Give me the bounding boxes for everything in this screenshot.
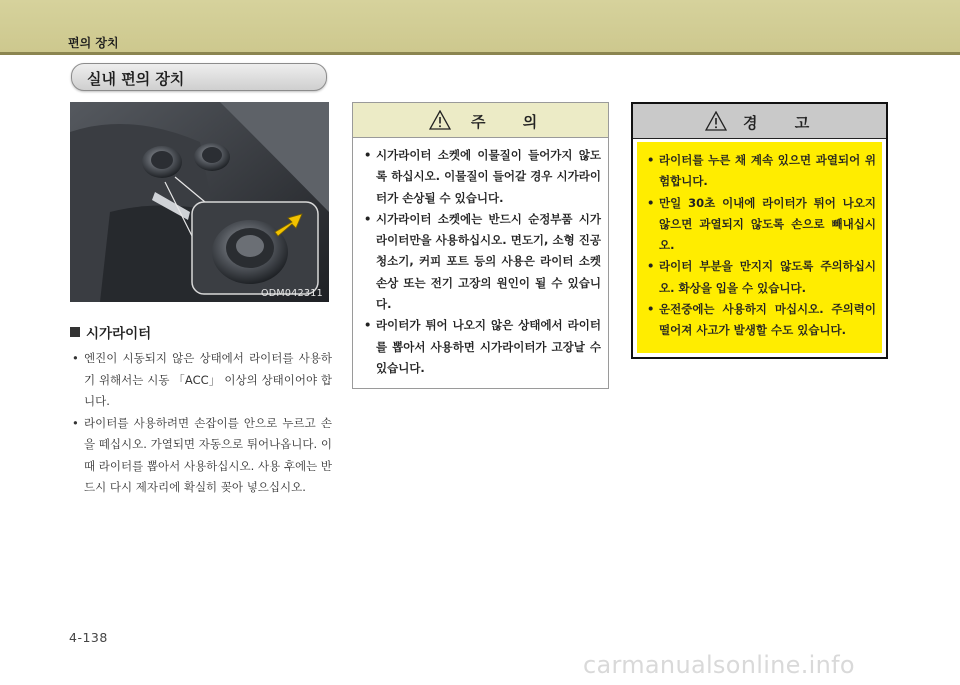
caution-title: 주 의 xyxy=(471,113,554,131)
caution-box xyxy=(352,102,609,389)
section-title: 실내 편의 장치 xyxy=(87,70,185,88)
lighter-heading-text: 시가라이터 xyxy=(86,326,152,342)
list-item: • 라이터를 누른 채 계속 있으면 과열되어 위험합니다. xyxy=(646,150,876,193)
list-item: • 만일 30초 이내에 라이터가 튀어 나오지 않으면 과열되지 않도록 손으로 빼내십시오. xyxy=(646,193,876,257)
warning-box xyxy=(631,102,888,359)
lighter-illustration xyxy=(70,102,329,302)
list-item: • 라이터 부분을 만지지 않도록 주의하십시오. 화상을 입을 수 있습니다. xyxy=(646,256,876,299)
list-item: • 시가라이터 소켓에는 반드시 순정부품 시가라이터만을 사용하십시오. 면도기, 소형 진공청소기, 커피 포트 등의 사용은 라이터 소켓 손상 또는 전기 고장의 원인이 될 수 있습니다. xyxy=(363,209,601,315)
warning-title: 경 고 xyxy=(743,114,826,132)
chapter-header-bar xyxy=(0,0,960,55)
warning-content xyxy=(637,142,882,353)
list-item: • 라이터를 사용하려면 손잡이를 안으로 누르고 손을 떼십시오. 가열되면 자동으로 튀어나옵니다. 이때 라이터를 뽑아서 사용하십시오. 사용 후에는 반드시 다시 제자리에 확실히 꽂아 넣으십시오. xyxy=(70,413,332,499)
list-item: • 엔진이 시동되지 않은 상태에서 라이터를 사용하기 위해서는 시동 「ACC」 이상의 상태이어야 합니다. xyxy=(70,348,332,413)
lighter-heading xyxy=(70,322,151,342)
warning-triangle-icon xyxy=(705,111,727,131)
watermark: carmanualsonline.info xyxy=(583,651,855,679)
caution-list xyxy=(363,145,601,379)
figure-code: ODM042311 xyxy=(261,288,323,299)
warning-list xyxy=(646,150,876,342)
lighter-instructions xyxy=(70,348,332,499)
warning-header xyxy=(633,104,886,139)
section-title-pill xyxy=(71,63,327,91)
warning-triangle-icon xyxy=(429,110,451,130)
caution-header xyxy=(353,103,608,138)
list-item: • 시가라이터 소켓에 이물질이 들어가지 않도록 하십시오. 이물질이 들어갈 경우 시가라이터가 손상될 수 있습니다. xyxy=(363,145,601,209)
list-item: • 운전중에는 사용하지 마십시오. 주의력이 떨어져 사고가 발생할 수도 있습니다. xyxy=(646,299,876,342)
page-number: 4-138 xyxy=(69,630,108,645)
square-bullet-icon xyxy=(70,327,80,337)
lighter-photo xyxy=(70,102,329,302)
list-item: • 라이터가 튀어 나오지 않은 상태에서 라이터를 뽑아서 사용하면 시가라이터가 고장날 수 있습니다. xyxy=(363,315,601,379)
chapter-title: 편의 장치 xyxy=(68,36,119,50)
